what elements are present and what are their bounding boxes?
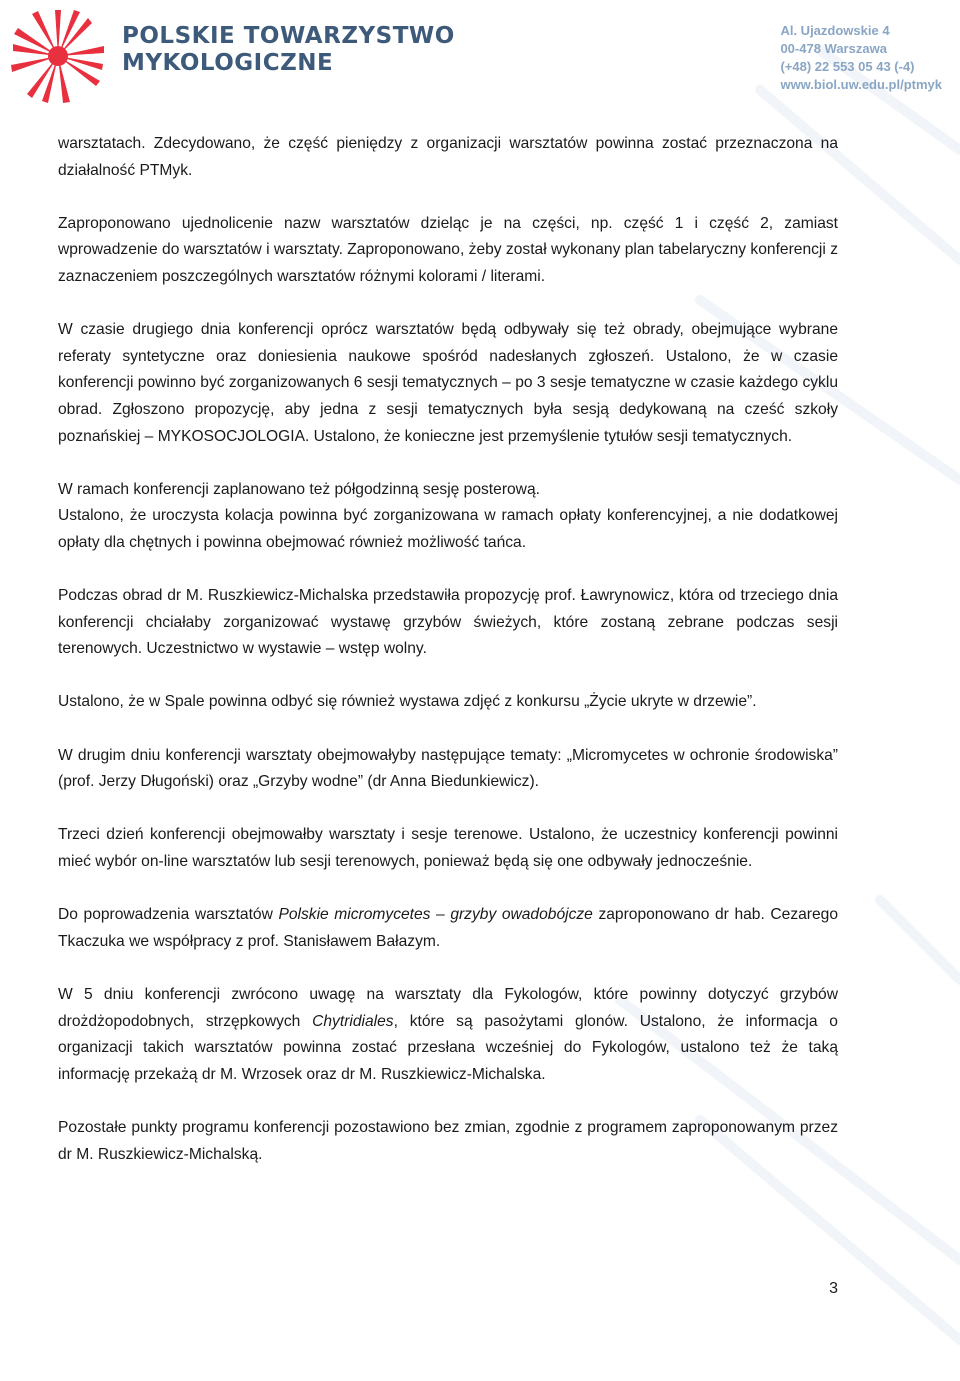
- address-city: 00-478 Warszawa: [780, 41, 887, 56]
- paragraph-1: warsztatach. Zdecydowano, że część pieniędzy z organizacji warsztatów powinna zostać przeznaczona na działalność PTMyk.: [58, 135, 838, 179]
- paragraph-11-text-a: W 5 dniu konferencji zwrócono uwagę na warsztaty dla Fykologów, które powinny dotyczyć grzybów drożdżopodobnych, strzępkowych: [58, 986, 838, 1030]
- paragraph-5: Ustalono, że uroczysta kolacja powinna być zorganizowana w ramach opłaty konferencyjnej, a nie dodatkowej opłaty dla chętnych i powinna obejmować również możliwość tańca.: [58, 507, 838, 551]
- paragraph-10-text-a: Do poprowadzenia warsztatów: [58, 906, 279, 924]
- paragraph-10: [58, 902, 838, 955]
- address-block: [780, 22, 942, 94]
- paragraph-7: Ustalono, że w Spale powinna odbyć się również wystawa zdjęć z konkursu „Życie ukryte w drzewie”.: [58, 693, 757, 711]
- organization-name: [122, 22, 455, 76]
- paragraph-2: Zaproponowano ujednolicenie nazw warsztatów dzieląc je na części, np. część 1 i część 2, zamiast wprowadzenie do warsztatów i warsztaty. Zaproponowano, żeby został wykonany plan tabelaryczny konferencji z zaznaczeniem poszczególnych warsztatów różnymi kolorami / literami.: [58, 214, 838, 285]
- address-phone: (+48) 22 553 05 43 (-4): [780, 59, 915, 74]
- page-number: 3: [829, 1280, 838, 1297]
- org-name-line2: MYKOLOGICZNE: [122, 50, 334, 76]
- paragraph-9: Trzeci dzień konferencji obejmowałby warsztaty i sesje terenowe. Ustalono, że uczestnicy konferencji powinni mieć wybór on-line warsztatów lub sesji terenowych, ponieważ będą się one odbywały jednocześnie.: [58, 826, 838, 871]
- workshop-title: Polskie micromycetes – grzyby owadobójcze: [278, 906, 593, 924]
- paragraph-6: Podczas obrad dr M. Ruszkiewicz-Michalska przedstawiła propozycję prof. Ławrynowicz, która od trzeciego dnia konferencji chciałaby zorganizować wystawę grzybów świeżych, które zostaną zebrane podczas sesji terenowych. Uczestnictwo w wystawie – wstęp wolny.: [58, 587, 838, 658]
- paragraph-12: Pozostałe punkty programu konferencji pozostawiono bez zmian, zgodnie z programem zaproponowanym przez dr M. Ruszkiewicz-Michalską.: [58, 1118, 838, 1163]
- paragraph-3: W czasie drugiego dnia konferencji oprócz warsztatów będą odbywały się też obrady, obejmujące wybrane referaty syntetyczne oraz doniesienia naukowe spośród nadesłanych zgłoszeń. Ustalono, że w czasie konferencji powinno być zorganizowanych 6 sesji tematycznych – po 3 sesje tematyczne w czasie każdego cyklu obrad. Zgłoszono propozycję, aby jedna z sesji tematycznych była sesją dedykowaną na cześć szkoły poznańskiej – MYKOSOCJOLOGIA. Ustalono, że konieczne jest przemyślenie tytułów sesji tematycznych.: [58, 321, 838, 445]
- document-body: [58, 131, 838, 1195]
- paragraph-4: W ramach konferencji zaplanowano też półgodzinną sesję posterową.: [58, 480, 540, 498]
- paragraph-10-text-b: zaproponowano dr hab. Cezarego Tkaczuka we współpracy z prof. Stanisławem Bałazym.: [58, 906, 838, 950]
- taxon-name: Chytridiales: [312, 1012, 394, 1030]
- ptmyk-logo-icon: [8, 6, 108, 106]
- paragraph-11: [58, 982, 838, 1088]
- paragraph-11-text-b: , które są pasożytami glonów. Ustalono, że informacja o organizacji takich warsztatów powinna zostać przesłana wcześniej do Fykologów, ustalono też że taką informację przekażą dr M. Wrzosek oraz dr M. Ruszkiewicz-Michalska.: [58, 1012, 838, 1083]
- address-website: www.biol.uw.edu.pl/ptmyk: [780, 77, 942, 92]
- paragraph-8: W drugim dniu konferencji warsztaty obejmowałyby następujące tematy: „Micromycetes w ochronie środowiska” (prof. Jerzy Długoński) oraz „Grzyby wodne” (dr Anna Biedunkiewicz).: [58, 746, 838, 791]
- address-street: Al. Ujazdowskie 4: [780, 23, 890, 38]
- letterhead: [0, 0, 960, 110]
- org-name-line1: POLSKIE TOWARZYSTWO: [122, 23, 455, 49]
